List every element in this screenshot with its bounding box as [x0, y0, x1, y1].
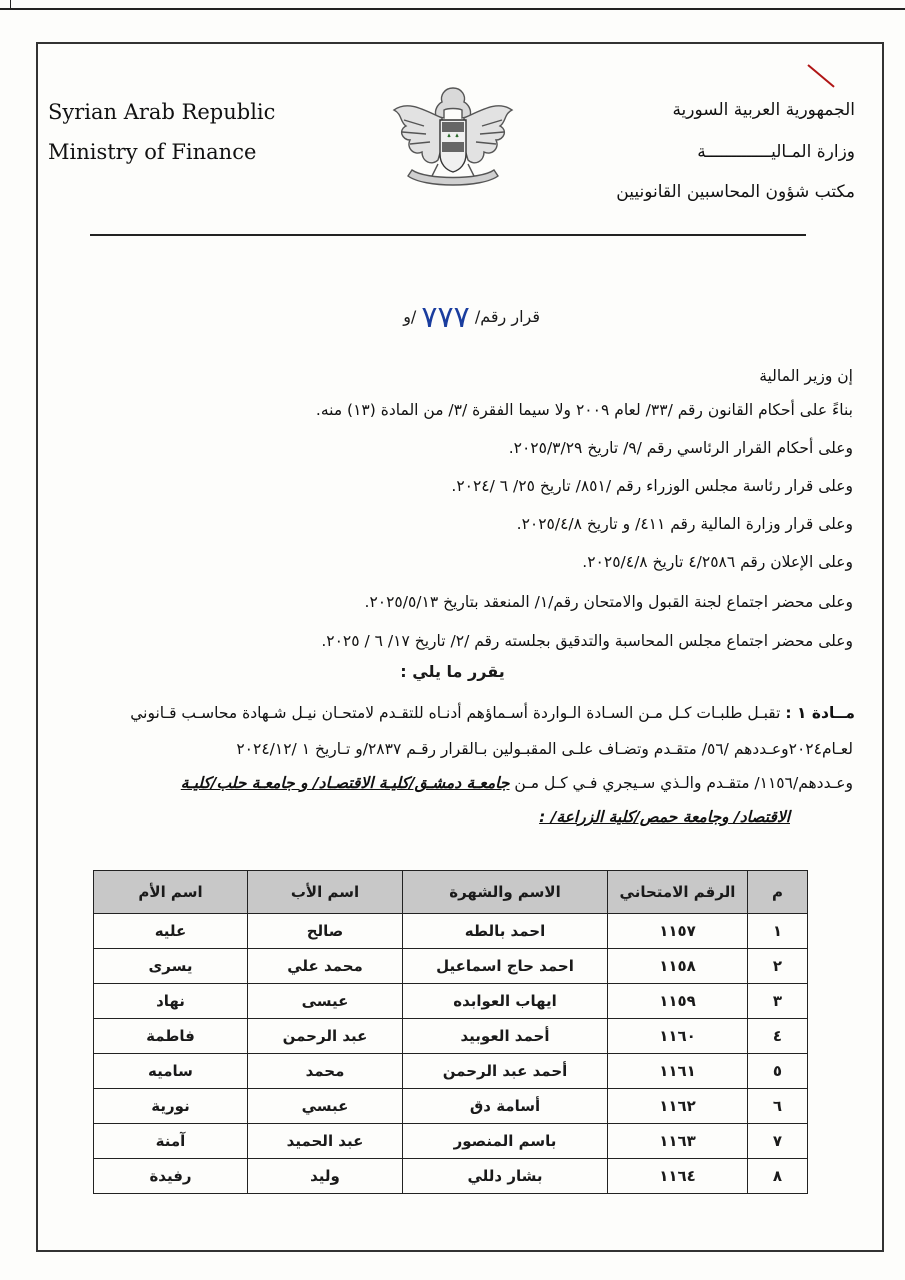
article-label: مــادة ١ :: [785, 704, 855, 722]
cell-father: محمد: [248, 1054, 403, 1089]
cell-index: ٨: [748, 1159, 808, 1194]
cell-father: محمد علي: [248, 949, 403, 984]
cell-name: أسامة دق: [403, 1089, 608, 1124]
cell-exam-number: ١١٥٩: [608, 984, 748, 1019]
intro-line: إن وزير المالية: [759, 367, 853, 385]
cell-mother: يسرى: [94, 949, 248, 984]
preamble-item: وعلى قرار وزارة المالية رقم ٤١١/ و تاريخ ٢٠٢٥/٤/٨.: [516, 515, 853, 533]
cell-exam-number: ١١٦٢: [608, 1089, 748, 1124]
scan-corner: [0, 0, 11, 8]
article-1-line-1: [130, 704, 855, 722]
article-1-line-3: [181, 774, 853, 792]
cell-mother: نهاد: [94, 984, 248, 1019]
preamble-item: وعلى محضر اجتماع لجنة القبول والامتحان رقم/١/ المنعقد بتاريخ ٢٠٢٥/٥/١٣.: [364, 593, 853, 611]
article-1-line-2: لعـام٢٠٢٤وعـددهم /٥٦/ متقـدم وتضـاف علـى المقبـولين بـالقرار رقـم ٢٨٣٧/و تـاريخ ١ /٢٠٢٤/١٢: [236, 740, 853, 758]
cell-exam-number: ١١٦٣: [608, 1124, 748, 1159]
header-ar-ministry: وزارة المـاليـــــــــــــة: [697, 142, 855, 162]
decision-line: [360, 300, 540, 335]
article-1-line-4: [520, 808, 790, 826]
header-en-country: Syrian Arab Republic: [48, 100, 276, 124]
article-text: وعـددهم/١١٥٦/ متقـدم والـذي سـيجري فـي كـل مـن: [514, 774, 853, 792]
scan-edge: [0, 0, 905, 10]
cell-index: ٦: [748, 1089, 808, 1124]
cell-name: ايهاب العوابده: [403, 984, 608, 1019]
candidates-table: [93, 870, 808, 1194]
cell-index: ١: [748, 914, 808, 949]
cell-name: أحمد عبد الرحمن: [403, 1054, 608, 1089]
decision-label: قرار رقم/: [474, 307, 540, 326]
decision-suffix: /و: [403, 307, 417, 326]
cell-name: بشار دللي: [403, 1159, 608, 1194]
table-row: [94, 1124, 808, 1159]
cell-name: أحمد العوبيد: [403, 1019, 608, 1054]
preamble-item: وعلى الإعلان رقم ٤/٢٥٨٦ تاريخ ٢٠٢٥/٤/٨.: [582, 553, 853, 571]
cell-mother: رفيدة: [94, 1159, 248, 1194]
column-header-index: م: [748, 871, 808, 914]
cell-exam-number: ١١٥٧: [608, 914, 748, 949]
preamble-item: وعلى محضر اجتماع مجلس المحاسبة والتدقيق بجلسته رقم /٢/ تاريخ ١٧/ ٦ / ٢٠٢٥.: [321, 632, 853, 650]
cell-father: عيسى: [248, 984, 403, 1019]
table-row: [94, 1054, 808, 1089]
cell-index: ٣: [748, 984, 808, 1019]
cell-mother: فاطمة: [94, 1019, 248, 1054]
table-row: [94, 1159, 808, 1194]
cell-father: عبد الرحمن: [248, 1019, 403, 1054]
cell-name: احمد حاج اسماعيل: [403, 949, 608, 984]
header-ar-country: الجمهورية العربية السورية: [672, 100, 855, 120]
cell-exam-number: ١١٦٤: [608, 1159, 748, 1194]
table-row: [94, 1089, 808, 1124]
cell-mother: نورية: [94, 1089, 248, 1124]
cell-exam-number: ١١٥٨: [608, 949, 748, 984]
column-header-mother: اسم الأم: [94, 871, 248, 914]
table-row: [94, 914, 808, 949]
article-universities: جامعـة دمشـق/كليـة الاقتصـاد/ و جامعـة حلب/كليـة: [180, 774, 510, 792]
cell-name: احمد بالطه: [403, 914, 608, 949]
table-header-row: [94, 871, 808, 914]
cell-father: وليد: [248, 1159, 403, 1194]
cell-father: عبسي: [248, 1089, 403, 1124]
cell-mother: آمنة: [94, 1124, 248, 1159]
eagle-emblem-icon: [384, 80, 522, 198]
column-header-name: الاسم والشهرة: [403, 871, 608, 914]
header-en-ministry: Ministry of Finance: [48, 140, 257, 164]
resolves-heading: يقرر ما يلي :: [400, 662, 505, 681]
cell-exam-number: ١١٦٠: [608, 1019, 748, 1054]
cell-mother: ساميه: [94, 1054, 248, 1089]
cell-father: صالح: [248, 914, 403, 949]
cell-index: ٢: [748, 949, 808, 984]
article-universities: الاقتصاد/ وجامعة حمص/كلية الزراعة/ :: [539, 808, 790, 826]
preamble-item: بناءً على أحكام القانون رقم /٣٣/ لعام ٢٠٠٩ ولا سيما الفقرة /٣/ من المادة (١٣) منه.: [315, 401, 853, 419]
cell-index: ٥: [748, 1054, 808, 1089]
preamble-item: وعلى أحكام القرار الرئاسي رقم /٩/ تاريخ ٢٠٢٥/٣/٢٩.: [508, 439, 853, 457]
cell-mother: عليه: [94, 914, 248, 949]
header-divider: [90, 234, 806, 236]
column-header-father: اسم الأب: [248, 871, 403, 914]
column-header-exam-number: الرقم الامتحاني: [608, 871, 748, 914]
cell-index: ٧: [748, 1124, 808, 1159]
table-row: [94, 949, 808, 984]
preamble-item: وعلى قرار رئاسة مجلس الوزراء رقم /٨٥١/ تاريخ ٢٥/ ٦ /٢٠٢٤.: [451, 477, 853, 495]
decision-number: ٧٧٧: [421, 300, 470, 335]
cell-name: باسم المنصور: [403, 1124, 608, 1159]
table-row: [94, 1019, 808, 1054]
article-text: تقبـل طلبـات كـل مـن السـادة الـواردة أسـماؤهم أدنـاه للتقـدم لامتحـان نيـل شـهادة محاسـب قـانوني: [130, 704, 781, 722]
cell-exam-number: ١١٦١: [608, 1054, 748, 1089]
table-row: [94, 984, 808, 1019]
cell-index: ٤: [748, 1019, 808, 1054]
cell-father: عبد الحميد: [248, 1124, 403, 1159]
header-ar-office: مكتب شؤون المحاسبين القانونيين: [616, 182, 855, 202]
